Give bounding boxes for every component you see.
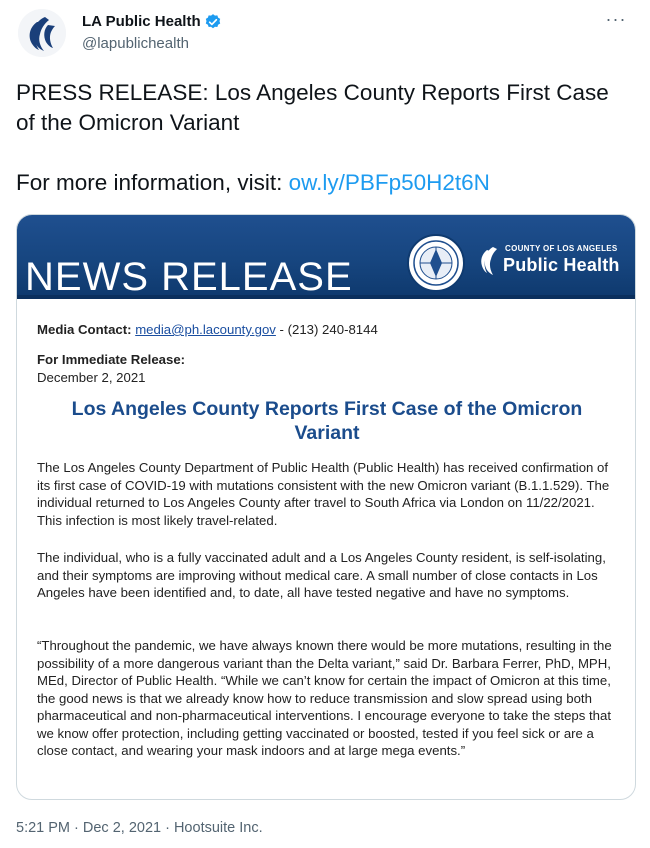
la-public-health-logo-icon	[18, 9, 66, 57]
link-prefix: For more information, visit:	[16, 170, 289, 195]
paragraph-3: “Throughout the pandemic, we have always known there would be more mutations, resulting in the possibility of a more dangerous variant than the Delta variant,” said Dr. Barbara Ferrer, PhD, MPH, MEd, Director of Public Health. “While we can’t know for certain the impact of Omicron at this time, the good news is that we already know how to reduce transmission and slow spread using both pharmaceutical and non-pharmaceutical interventions. I encourage everyone to take the steps that we know offer protection, including getting vaccinated or boosted, tested if you feel sick or are a close contact, and wearing your mask indoors and at large mega events.”	[37, 638, 612, 758]
display-name[interactable]	[82, 12, 222, 32]
paragraph-2: The individual, who is a fully vaccinated adult and a Los Angeles County resident, is self-isolating, and their symptoms are improving without medical care. A small number of close contacts in Los Angeles have been identified and, to date, all have tested negative and have no symptoms.	[37, 550, 606, 600]
news-release-banner	[17, 215, 635, 299]
tweet-text	[16, 78, 626, 198]
tweet-line1: PRESS RELEASE: Los Angeles County Reports First Case of the Omicron Variant	[16, 80, 609, 135]
county-seal-icon	[406, 233, 466, 293]
tweet-link[interactable]: ow.ly/PBFp50H2t6N	[288, 170, 490, 195]
display-name-text[interactable]: LA Public Health	[82, 13, 201, 30]
media-contact-email: media@ph.lacounty.gov	[135, 322, 276, 337]
brand-small-text: COUNTY OF LOS ANGELES	[505, 244, 618, 253]
press-release-title: Los Angeles County Reports First Case of the Omicron Variant	[71, 398, 583, 444]
immediate-release	[37, 351, 185, 386]
media-contact	[37, 321, 378, 339]
media-contact-phone: - (213) 240-8144	[275, 322, 378, 337]
tweet-header	[16, 6, 634, 62]
author-names	[82, 12, 222, 54]
brand-big-text: Public Health	[503, 255, 620, 275]
avatar[interactable]	[18, 9, 66, 57]
verified-badge-icon	[204, 13, 222, 31]
tweet-line2	[16, 168, 626, 198]
public-health-brand	[479, 239, 629, 283]
banner-title: NEWS RELEASE	[25, 255, 353, 299]
press-release-card[interactable]	[16, 214, 636, 800]
brand-mark-icon	[479, 245, 503, 277]
more-options-icon[interactable]: ···	[605, 9, 627, 29]
tweet-timestamp[interactable]: 5:21 PM · Dec 2, 2021 · Hootsuite Inc.	[16, 820, 263, 836]
immediate-release-label: For Immediate Release:	[37, 352, 186, 367]
handle[interactable]: @lapublichealth	[82, 35, 189, 52]
release-date: December 2, 2021	[37, 369, 146, 385]
paragraph-1: The Los Angeles County Department of Public Health (Public Health) has received confirmation of its first case of COVID-19 with mutations consistent with the new Omicron variant (B.1.1.529). The individual returned to Los Angeles County after travel to South Africa via London on 11/22/2021. This infection is most likely travel-related.	[37, 460, 610, 528]
media-contact-label: Media Contact:	[37, 322, 132, 337]
